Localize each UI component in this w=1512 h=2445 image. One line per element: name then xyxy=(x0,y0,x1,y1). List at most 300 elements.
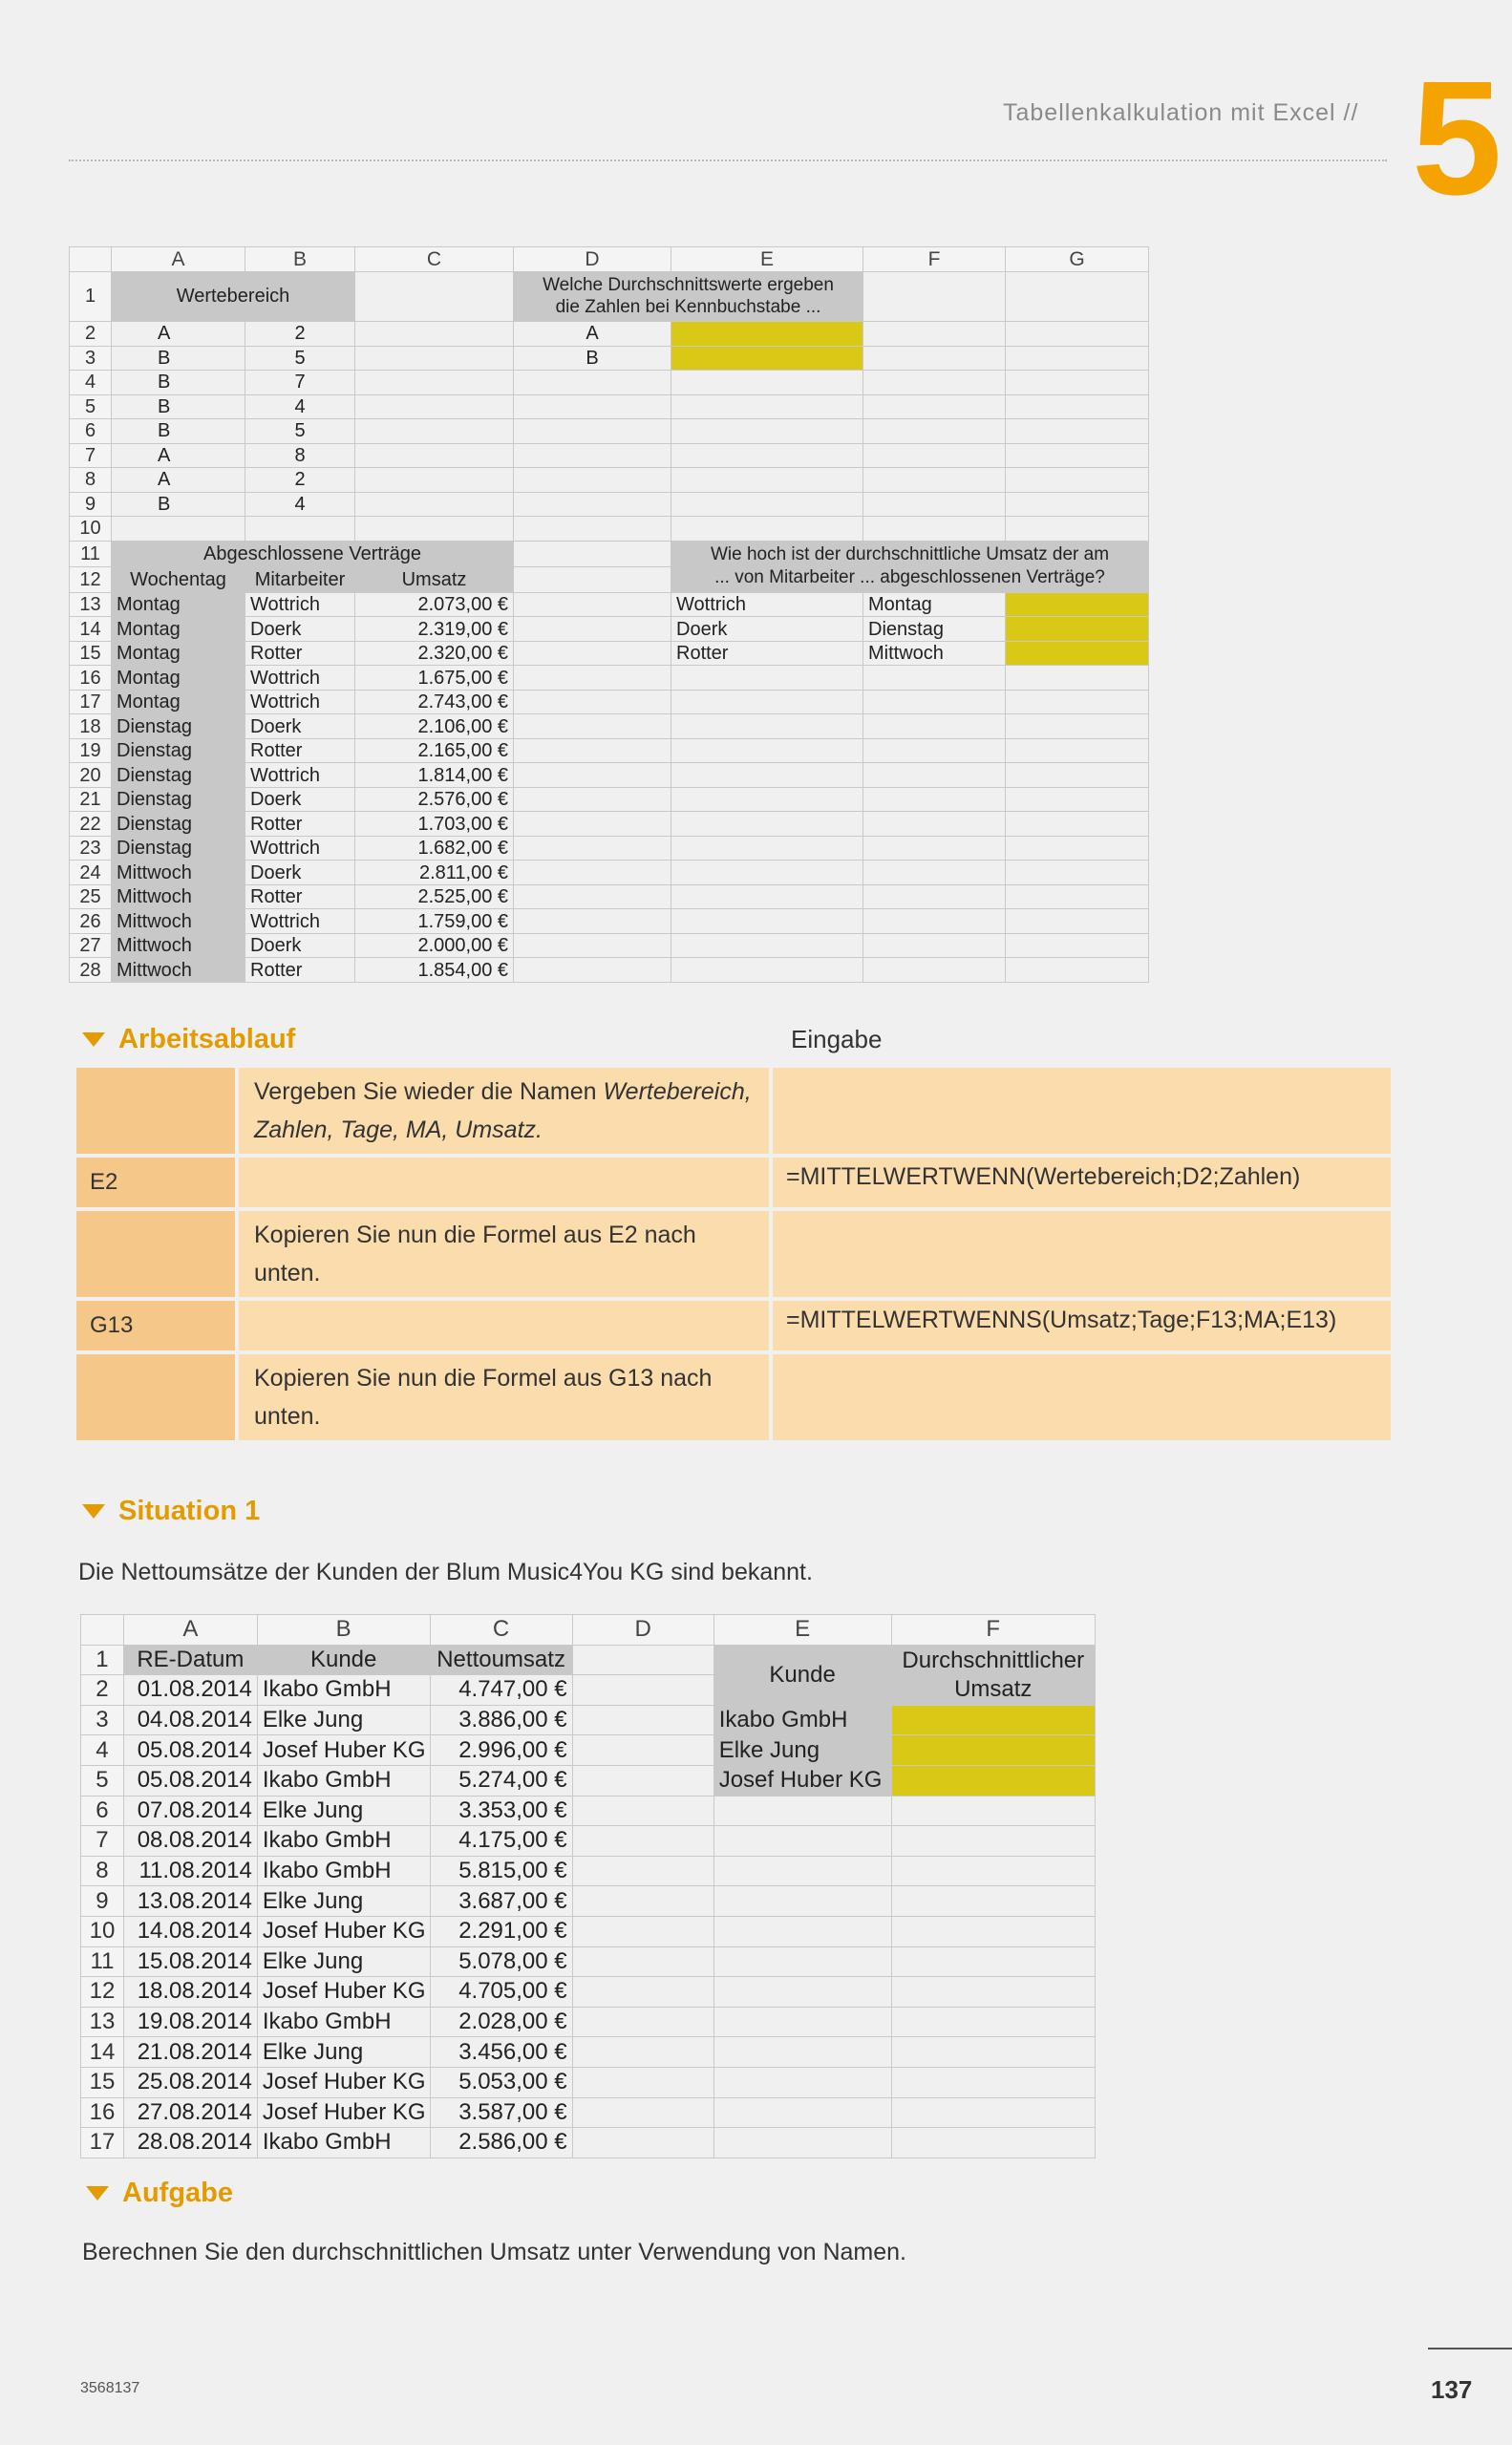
cell xyxy=(671,443,863,468)
cell xyxy=(514,419,671,444)
cell xyxy=(1006,763,1149,788)
cell xyxy=(671,909,863,934)
cell xyxy=(863,468,1006,493)
row-number: 17 xyxy=(70,690,112,714)
kunde: Ikabo GmbH xyxy=(257,1826,430,1857)
workflow-formula: =MITTELWERTWENNS(Umsatz;Tage;F13;MA;E13) xyxy=(773,1301,1391,1350)
cell xyxy=(671,690,863,714)
row-number: 7 xyxy=(81,1826,124,1857)
re-datum: 11.08.2014 xyxy=(123,1856,257,1886)
header-divider xyxy=(69,159,1387,161)
cell xyxy=(514,958,671,983)
cell xyxy=(863,884,1006,909)
wochentag: Montag xyxy=(112,617,245,642)
table-row xyxy=(70,861,1149,885)
column-header: C xyxy=(355,247,514,272)
re-datum: 18.08.2014 xyxy=(123,1977,257,2008)
workflow-cell-ref xyxy=(76,1068,235,1154)
umsatz: 2.811,00 € xyxy=(355,861,514,885)
cell xyxy=(514,517,671,542)
table-row xyxy=(70,714,1149,739)
row-number: 12 xyxy=(70,566,112,592)
mitarbeiter: Rotter xyxy=(245,812,355,837)
re-datum: 05.08.2014 xyxy=(123,1765,257,1796)
cell xyxy=(514,714,671,739)
workflow-row xyxy=(76,1301,1391,1350)
cell xyxy=(863,714,1006,739)
cell xyxy=(1006,836,1149,861)
row-number: 8 xyxy=(81,1856,124,1886)
cell xyxy=(671,861,863,885)
header-nettoumsatz: Nettoumsatz xyxy=(430,1645,572,1675)
result-cell xyxy=(891,1735,1095,1766)
cell xyxy=(572,1916,713,1946)
cell xyxy=(671,787,863,812)
table-row xyxy=(81,1645,1096,1675)
mitarbeiter: Wottrich xyxy=(245,592,355,617)
kunde: Elke Jung xyxy=(257,1796,430,1826)
cell xyxy=(514,541,671,566)
umsatz: 2.165,00 € xyxy=(355,738,514,763)
cell xyxy=(863,861,1006,885)
cell xyxy=(863,812,1006,837)
cell xyxy=(863,787,1006,812)
cell xyxy=(713,1916,891,1946)
row-number: 4 xyxy=(81,1735,124,1766)
cell xyxy=(514,371,671,395)
column-header: D xyxy=(514,247,671,272)
cell xyxy=(891,1796,1095,1826)
cell xyxy=(1006,933,1149,958)
nettoumsatz: 5.274,00 € xyxy=(430,1765,572,1796)
table-row xyxy=(70,271,1149,322)
table-row xyxy=(81,1765,1096,1796)
cell xyxy=(514,836,671,861)
row-number: 15 xyxy=(70,641,112,666)
cell xyxy=(671,884,863,909)
cell xyxy=(1006,468,1149,493)
row-number: 15 xyxy=(81,2067,124,2097)
cell xyxy=(355,517,514,542)
cell xyxy=(713,2037,891,2068)
row-number: 4 xyxy=(70,371,112,395)
cell xyxy=(355,271,514,322)
cell xyxy=(514,617,671,642)
header-avg-umsatz xyxy=(891,1645,1095,1705)
cell xyxy=(671,836,863,861)
row-number: 7 xyxy=(70,443,112,468)
umsatz: 1.814,00 € xyxy=(355,763,514,788)
cell xyxy=(572,1645,713,1675)
cell xyxy=(863,419,1006,444)
nettoumsatz: 5.053,00 € xyxy=(430,2067,572,2097)
table-row xyxy=(70,836,1149,861)
cell xyxy=(713,2128,891,2158)
row-number: 13 xyxy=(70,592,112,617)
table-row xyxy=(70,468,1149,493)
re-datum: 25.08.2014 xyxy=(123,2067,257,2097)
workflow-row xyxy=(76,1354,1391,1440)
row-number: 3 xyxy=(81,1705,124,1735)
nettoumsatz: 4.747,00 € xyxy=(430,1675,572,1706)
table-row xyxy=(70,443,1149,468)
row-number: 10 xyxy=(70,517,112,542)
workflow-instruction xyxy=(239,1301,769,1350)
mitarbeiter: Doerk xyxy=(245,933,355,958)
cell xyxy=(514,394,671,419)
umsatz: 1.675,00 € xyxy=(355,666,514,691)
q2-mitarbeiter: Wottrich xyxy=(671,592,863,617)
row-number: 16 xyxy=(70,666,112,691)
re-datum: 05.08.2014 xyxy=(123,1735,257,1766)
table-row xyxy=(81,2097,1096,2128)
cell xyxy=(572,1796,713,1826)
cell xyxy=(671,812,863,837)
cell xyxy=(891,1916,1095,1946)
umsatz: 1.759,00 € xyxy=(355,909,514,934)
row-number: 26 xyxy=(70,909,112,934)
table-row xyxy=(81,1705,1096,1735)
umsatz: 1.703,00 € xyxy=(355,812,514,837)
umsatz: 2.743,00 € xyxy=(355,690,514,714)
cell xyxy=(1006,394,1149,419)
row-number: 3 xyxy=(70,346,112,371)
nettoumsatz: 5.815,00 € xyxy=(430,1856,572,1886)
cell xyxy=(572,1977,713,2008)
cell xyxy=(863,346,1006,371)
row-number: 23 xyxy=(70,836,112,861)
re-datum: 13.08.2014 xyxy=(123,1886,257,1917)
cell xyxy=(572,2128,713,2158)
cell xyxy=(514,592,671,617)
cell xyxy=(671,933,863,958)
header-title: Tabellenkalkulation mit Excel // xyxy=(1003,99,1359,126)
cell xyxy=(713,2007,891,2037)
table-row xyxy=(81,1916,1096,1946)
kennbuchstabe: B xyxy=(112,371,245,395)
row-number: 2 xyxy=(81,1675,124,1706)
workflow-input xyxy=(773,1354,1391,1440)
kunde-lookup: Ikabo GmbH xyxy=(713,1705,891,1735)
spreadsheet-nettoumsatz xyxy=(80,1614,1096,2158)
table-row xyxy=(70,322,1149,347)
row-number: 1 xyxy=(70,271,112,322)
row-number: 9 xyxy=(81,1886,124,1917)
umsatz: 2.000,00 € xyxy=(355,933,514,958)
umsatz: 1.854,00 € xyxy=(355,958,514,983)
header-mitarbeiter: Mitarbeiter xyxy=(245,566,355,592)
re-datum: 27.08.2014 xyxy=(123,2097,257,2128)
cell xyxy=(671,468,863,493)
table-row xyxy=(70,419,1149,444)
cell xyxy=(713,1796,891,1826)
cell xyxy=(355,371,514,395)
nettoumsatz: 4.175,00 € xyxy=(430,1826,572,1857)
question-1-line: die Zahlen bei Kennbuchstabe ... xyxy=(555,297,821,318)
page-number: 137 xyxy=(1431,2375,1473,2404)
zahl: 5 xyxy=(245,346,355,371)
kunde: Josef Huber KG xyxy=(257,2067,430,2097)
cell xyxy=(572,1826,713,1857)
cell xyxy=(891,2128,1095,2158)
wochentag: Dienstag xyxy=(112,787,245,812)
question-2-line: Wie hoch ist der durchschnittliche Umsatz der am xyxy=(710,543,1110,564)
wochentag: Dienstag xyxy=(112,738,245,763)
eingabe-label: Eingabe xyxy=(791,1025,883,1053)
mitarbeiter: Wottrich xyxy=(245,690,355,714)
cell xyxy=(355,443,514,468)
cell xyxy=(713,2067,891,2097)
result-cell xyxy=(671,322,863,347)
avg-label-line: Umsatz xyxy=(954,1675,1033,1702)
triangle-icon xyxy=(82,1032,105,1047)
zahl: 4 xyxy=(245,492,355,517)
kennbuchstabe: B xyxy=(112,492,245,517)
table-row xyxy=(81,1977,1096,2008)
cell xyxy=(572,1946,713,1977)
spreadsheet-averageif xyxy=(69,246,1149,983)
question-1-line: Welche Durchschnittswerte ergeben xyxy=(543,274,834,295)
re-datum: 14.08.2014 xyxy=(123,1916,257,1946)
q2-mitarbeiter: Doerk xyxy=(671,617,863,642)
cell xyxy=(572,1675,713,1706)
cell xyxy=(671,394,863,419)
cell xyxy=(355,468,514,493)
cell xyxy=(572,2097,713,2128)
kunde: Josef Huber KG xyxy=(257,1735,430,1766)
cell xyxy=(891,1826,1095,1857)
vertraege-title: Abgeschlossene Verträge xyxy=(112,541,514,566)
workflow-instruction: Vergeben Sie wieder die Namen Wertebereich, Zahlen, Tage, MA, Umsatz. xyxy=(239,1068,769,1154)
table-row xyxy=(70,517,1149,542)
table-row xyxy=(81,1946,1096,1977)
workflow-input xyxy=(773,1068,1391,1154)
kunde: Ikabo GmbH xyxy=(257,1675,430,1706)
row-number: 8 xyxy=(70,468,112,493)
kunde: Ikabo GmbH xyxy=(257,1856,430,1886)
re-datum: 19.08.2014 xyxy=(123,2007,257,2037)
header-umsatz: Umsatz xyxy=(355,566,514,592)
cell xyxy=(355,322,514,347)
re-datum: 28.08.2014 xyxy=(123,2128,257,2158)
column-header: A xyxy=(112,247,245,272)
row-number: 12 xyxy=(81,1977,124,2008)
cell xyxy=(863,933,1006,958)
mitarbeiter: Doerk xyxy=(245,787,355,812)
row-number: 9 xyxy=(70,492,112,517)
cell xyxy=(1006,492,1149,517)
cell xyxy=(572,2037,713,2068)
cell xyxy=(112,517,245,542)
cell xyxy=(514,812,671,837)
cell xyxy=(355,394,514,419)
mitarbeiter: Rotter xyxy=(245,884,355,909)
cell xyxy=(1006,371,1149,395)
table-row xyxy=(70,617,1149,642)
table-row xyxy=(81,1735,1096,1766)
cell xyxy=(514,468,671,493)
workflow-instruction: Kopieren Sie nun die Formel aus E2 nach unten. xyxy=(239,1211,769,1297)
wochentag: Montag xyxy=(112,592,245,617)
cell xyxy=(514,443,671,468)
table-row xyxy=(70,738,1149,763)
nettoumsatz: 4.705,00 € xyxy=(430,1977,572,2008)
situation-heading xyxy=(82,1496,260,1527)
umsatz: 2.319,00 € xyxy=(355,617,514,642)
row-number: 22 xyxy=(70,812,112,837)
umsatz: 2.576,00 € xyxy=(355,787,514,812)
cell xyxy=(514,641,671,666)
cell xyxy=(514,884,671,909)
umsatz: 2.525,00 € xyxy=(355,884,514,909)
table-row xyxy=(81,1856,1096,1886)
cell xyxy=(891,1946,1095,1977)
cell xyxy=(1006,690,1149,714)
table-row xyxy=(70,346,1149,371)
mitarbeiter: Wottrich xyxy=(245,909,355,934)
cell xyxy=(863,763,1006,788)
cell xyxy=(514,933,671,958)
wochentag: Mittwoch xyxy=(112,958,245,983)
cell xyxy=(863,738,1006,763)
corner-cell xyxy=(81,1615,124,1646)
cell xyxy=(1006,419,1149,444)
kunde: Elke Jung xyxy=(257,2037,430,2068)
table-row xyxy=(81,1826,1096,1857)
zahl: 2 xyxy=(245,322,355,347)
kunde: Josef Huber KG xyxy=(257,1916,430,1946)
aufgabe-title: Aufgabe xyxy=(122,2178,233,2208)
cell xyxy=(671,958,863,983)
triangle-icon xyxy=(86,2186,109,2200)
cell xyxy=(863,690,1006,714)
workflow-cell-ref: E2 xyxy=(76,1158,235,1207)
cell xyxy=(514,666,671,691)
triangle-icon xyxy=(82,1504,105,1519)
cell xyxy=(514,566,671,592)
row-number: 24 xyxy=(70,861,112,885)
table-row xyxy=(70,933,1149,958)
cell xyxy=(1006,322,1149,347)
cell xyxy=(572,2067,713,2097)
kunde-lookup: Elke Jung xyxy=(713,1735,891,1766)
cell xyxy=(671,763,863,788)
cell xyxy=(863,271,1006,322)
table-row xyxy=(81,2128,1096,2158)
column-header: B xyxy=(257,1615,430,1646)
cell xyxy=(671,714,863,739)
cell xyxy=(671,492,863,517)
cell xyxy=(572,1765,713,1796)
kunde: Elke Jung xyxy=(257,1705,430,1735)
cell xyxy=(514,861,671,885)
cell xyxy=(671,371,863,395)
arbeitsablauf-heading xyxy=(82,1024,295,1055)
workflow-formula: =MITTELWERTWENN(Wertebereich;D2;Zahlen) xyxy=(773,1158,1391,1207)
header-kunde: Kunde xyxy=(257,1645,430,1675)
result-cell xyxy=(1006,617,1149,642)
table-row xyxy=(70,371,1149,395)
nettoumsatz: 3.587,00 € xyxy=(430,2097,572,2128)
kunde: Elke Jung xyxy=(257,1946,430,1977)
mitarbeiter: Doerk xyxy=(245,714,355,739)
arbeitsablauf-title: Arbeitsablauf xyxy=(118,1024,296,1054)
umsatz: 2.320,00 € xyxy=(355,641,514,666)
kunde: Ikabo GmbH xyxy=(257,1765,430,1796)
table-row xyxy=(70,666,1149,691)
table-row xyxy=(70,884,1149,909)
table-row xyxy=(70,492,1149,517)
re-datum: 08.08.2014 xyxy=(123,1826,257,1857)
cell xyxy=(891,1886,1095,1917)
table-row xyxy=(81,2037,1096,2068)
question-1 xyxy=(514,271,863,322)
header-wochentag: Wochentag xyxy=(112,566,245,592)
wochentag: Montag xyxy=(112,690,245,714)
table-row xyxy=(81,2067,1096,2097)
cell xyxy=(514,492,671,517)
cell xyxy=(514,763,671,788)
cell xyxy=(1006,787,1149,812)
cell xyxy=(245,517,355,542)
mitarbeiter: Doerk xyxy=(245,861,355,885)
cell xyxy=(891,2097,1095,2128)
umsatz: 1.682,00 € xyxy=(355,836,514,861)
row-number: 25 xyxy=(70,884,112,909)
cell xyxy=(671,419,863,444)
cell xyxy=(713,1856,891,1886)
cell xyxy=(891,1977,1095,2008)
q2-mitarbeiter: Rotter xyxy=(671,641,863,666)
nettoumsatz: 2.586,00 € xyxy=(430,2128,572,2158)
kennbuchstabe: B xyxy=(112,419,245,444)
workflow-table xyxy=(76,1068,1391,1444)
wochentag: Dienstag xyxy=(112,763,245,788)
re-datum: 07.08.2014 xyxy=(123,1796,257,1826)
row-number: 11 xyxy=(70,541,112,566)
row-number: 27 xyxy=(70,933,112,958)
table-row xyxy=(81,2007,1096,2037)
wochentag: Montag xyxy=(112,641,245,666)
nettoumsatz: 3.687,00 € xyxy=(430,1886,572,1917)
zahl: 4 xyxy=(245,394,355,419)
column-header: A xyxy=(123,1615,257,1646)
column-header: F xyxy=(863,247,1006,272)
cell xyxy=(713,1886,891,1917)
cell xyxy=(713,1826,891,1857)
column-header: G xyxy=(1006,247,1149,272)
row-number: 6 xyxy=(81,1796,124,1826)
cell xyxy=(863,371,1006,395)
wochentag: Dienstag xyxy=(112,836,245,861)
table-row xyxy=(70,690,1149,714)
re-datum: 01.08.2014 xyxy=(123,1675,257,1706)
table-row xyxy=(70,958,1149,983)
corner-cell xyxy=(70,247,112,272)
cell xyxy=(713,1977,891,2008)
table-row xyxy=(70,787,1149,812)
aufgabe-text: Berechnen Sie den durchschnittlichen Umsatz unter Verwendung von Namen. xyxy=(82,2239,907,2265)
result-cell xyxy=(891,1765,1095,1796)
mitarbeiter: Wottrich xyxy=(245,666,355,691)
cell xyxy=(572,1705,713,1735)
column-header: C xyxy=(430,1615,572,1646)
cell xyxy=(891,2037,1095,2068)
result-cell xyxy=(1006,592,1149,617)
cell xyxy=(572,1856,713,1886)
column-header-row xyxy=(70,247,1149,272)
table-row xyxy=(70,763,1149,788)
